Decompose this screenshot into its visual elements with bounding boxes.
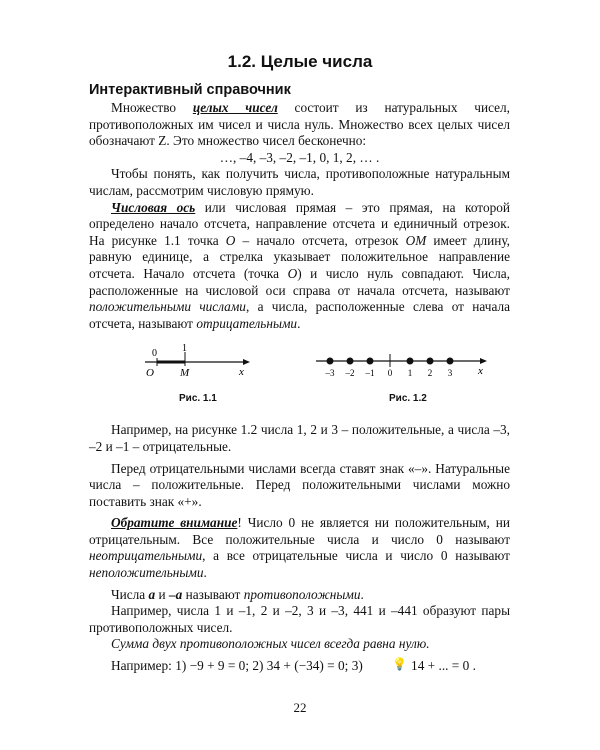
figure-1-2 xyxy=(312,344,492,380)
fig2-point xyxy=(447,358,454,365)
fig2-tick-label: 3 xyxy=(447,368,453,379)
paragraph-number-line-intro: Чтобы понять, как получить числа, противоположные натуральным числам, рассмотрим числовую прямую. xyxy=(89,166,510,198)
fig1-label-O: O xyxy=(146,367,154,380)
body-text xyxy=(89,100,510,675)
paragraph-integers: Множество целых чисел состоит из натуральных чисел, противоположных им чисел и числа нуль. Множество всех целых чисел обозначают Z. Это множество чисел бесконечно: xyxy=(89,100,510,149)
paragraph-equations: Например: 1) −9 + 9 = 0; 2) 34 + (−34) = 0; 3) 💡 14 + ... = 0 . xyxy=(111,657,476,674)
fig2-tick-label: 2 xyxy=(427,368,433,379)
paragraph-example-pairs: Например, числа 1 и –1, 2 и –2, 3 и –3, 441 и –441 образуют пары противоположных чисел. xyxy=(89,603,510,635)
equation-1: −9 + 9 = 0 xyxy=(189,658,246,674)
equation-3: 14 + ... = 0 xyxy=(411,658,470,674)
fig1-label-zero: 0 xyxy=(152,348,157,360)
paragraph-example-fig2: Например, на рисунке 1.2 числа 1, 2 и 3 – положительные, а числа –3, –2 и –1 – отрицательные. xyxy=(89,422,510,454)
lightbulb-question-icon: 💡 xyxy=(392,657,408,672)
integer-sequence: …, –4, –3, –2, –1, 0, 1, 2, … . xyxy=(219,149,380,165)
fig1-label-M: M xyxy=(180,367,190,380)
fig2-point xyxy=(367,358,374,365)
equation-2: 34 + (−34) = 0 xyxy=(266,658,345,674)
paragraph-opposite: Числа а и –а называют противоположными. xyxy=(111,586,364,602)
paragraph-attention: Обратите внимание! Число 0 не является ни положительным, ни отрицательным. Все положительные числа и число 0 называют неотрицательными, а все отрицательные числа и число 0 называют неположительными. xyxy=(89,515,510,581)
term-negative: отрицательными xyxy=(196,315,298,331)
term-integers: целых чисел xyxy=(192,100,278,115)
fig2-point xyxy=(427,358,434,365)
fig1-caption: Рис. 1.1 xyxy=(179,393,217,405)
paragraph-sum-rule: Сумма двух противоположных чисел всегда равна нулю. xyxy=(111,636,430,652)
fig2-point xyxy=(407,358,414,365)
fig2-tick-label: 1 xyxy=(407,368,413,379)
fig1-label-one: 1 xyxy=(182,344,187,355)
fig2-point xyxy=(347,358,354,365)
fig1-arrow xyxy=(243,359,250,365)
fig2-arrow xyxy=(480,358,487,364)
figures xyxy=(89,344,510,422)
term-positive: положительными числами xyxy=(89,299,246,315)
paragraph-number-axis: Числовая ось или числовая прямая – это прямая, на которой определено начало отсчета, направление отсчета и единичный отрезок. На рисунке 1.1 точка O – начало отсчета, отрезок OM имеет длину, равную единице, а стрелка указывает положительное направление отсчета. Начало отсчета (точка O) и число нуль совпадают. Числа, расположенные на числовой оси справа от начала отсчета, называют положительными числами, а числа, расположенные слева от начала отсчета, называют отрицательными. xyxy=(89,199,511,331)
fig2-tick-label: –1 xyxy=(365,368,375,379)
fig2-tick-label: 0 xyxy=(387,368,393,379)
paragraph-signs: Перед отрицательными числами всегда ставят знак «–». Натуральные числа – положительные. Перед положительными числами можно поставить знак «+». xyxy=(89,460,510,509)
figure-1-1 xyxy=(143,344,253,380)
fig1-label-x: x xyxy=(239,366,244,379)
page-number: 22 xyxy=(293,700,307,715)
fig2-point xyxy=(327,358,334,365)
fig2-label-x: x xyxy=(478,365,483,378)
term-number-axis: Числовая ось xyxy=(111,199,196,215)
section-title: 1.2. Целые числа xyxy=(227,52,373,71)
fig2-tick-label: –3 xyxy=(325,368,335,379)
fig2-caption: Рис. 1.2 xyxy=(389,393,427,405)
subtitle: Интерактивный справочник xyxy=(89,82,291,98)
term-attention: Обратите внимание xyxy=(111,515,238,531)
fig2-tick-label: –2 xyxy=(345,368,355,379)
